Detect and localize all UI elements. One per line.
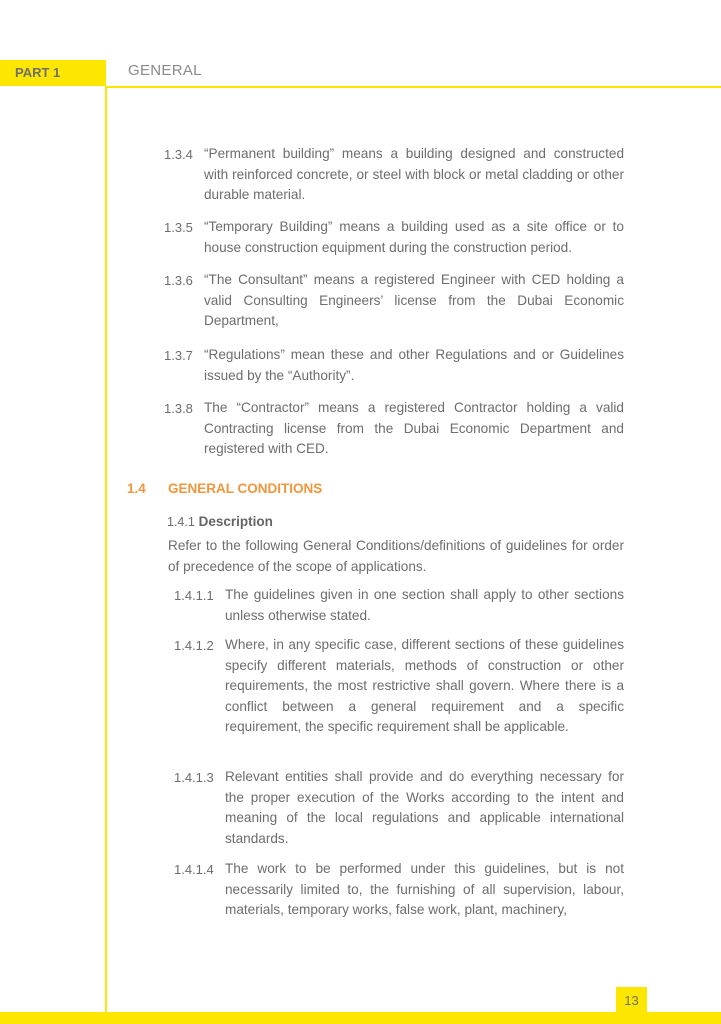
definition-number: 1.3.7 xyxy=(164,348,193,363)
definition-item xyxy=(164,398,624,460)
clause-number: 1.4.1.3 xyxy=(174,770,214,785)
section-number: 1.4 xyxy=(127,481,146,496)
clause-text: The work to be performed under this guidelines, but is not necessarily limited to, the furnishing of all supervision, labour, materials, temporary works, false work, plant, machinery, xyxy=(225,861,624,918)
subsection-heading xyxy=(167,514,273,529)
clause-item xyxy=(174,585,624,626)
page-number: 13 xyxy=(616,987,647,1013)
side-rule xyxy=(105,86,107,1016)
clause-number: 1.4.1.4 xyxy=(174,862,214,877)
definition-text: “Temporary Building” means a building used as a site office or to house construction equipment during the construction period. xyxy=(204,219,624,255)
definition-number: 1.3.5 xyxy=(164,220,193,235)
definition-item xyxy=(164,217,624,258)
definition-number: 1.3.8 xyxy=(164,401,193,416)
definition-number: 1.3.6 xyxy=(164,273,193,288)
part-tab xyxy=(0,60,106,86)
definition-text: “Permanent building” means a building designed and constructed with reinforced concrete, or steel with block or metal cladding or other durable material. xyxy=(204,146,624,203)
footer-band xyxy=(0,1012,721,1024)
clause-number: 1.4.1.1 xyxy=(174,588,214,603)
clause-text: Relevant entities shall provide and do everything necessary for the proper execution of the Works according to the intent and meaning of the local regulations and applicable international standards. xyxy=(225,769,624,846)
definition-text: “The Consultant” means a registered Engineer with CED holding a valid Consulting Engineers’ license from the Dubai Economic Department, xyxy=(204,272,624,329)
definition-item xyxy=(164,270,624,332)
definition-number: 1.3.4 xyxy=(164,147,193,162)
header-rule xyxy=(106,86,721,88)
subsection-number: 1.4.1 xyxy=(167,515,195,529)
section-title-text: GENERAL CONDITIONS xyxy=(168,481,323,496)
part-label: PART 1 xyxy=(15,65,61,80)
clause-item xyxy=(174,859,624,921)
section-heading xyxy=(127,481,323,496)
subsection-title: Description xyxy=(198,514,273,529)
clause-item xyxy=(174,635,624,738)
subsection-intro: Refer to the following General Conditions/definitions of guidelines for order of precedence of the scope of applications. xyxy=(168,538,624,574)
clause-item xyxy=(174,767,624,849)
definition-item xyxy=(164,144,624,206)
clause-text: Where, in any specific case, different sections of these guidelines specify different materials, methods of construction or other requirements, the most restrictive shall govern. Where there is a conflict between a general requirement and a specific requirement, the specific requirement shall be applicable. xyxy=(225,637,624,735)
definition-text: “Regulations” mean these and other Regulations and or Guidelines issued by the “Authority”. xyxy=(204,347,624,383)
definition-item xyxy=(164,345,624,386)
clause-number: 1.4.1.2 xyxy=(174,638,214,653)
section-title: GENERAL xyxy=(128,62,202,79)
definition-text: The “Contractor” means a registered Contractor holding a valid Contracting license from the Dubai Economic Department and registered with CED. xyxy=(204,400,624,457)
clause-text: The guidelines given in one section shall apply to other sections unless otherwise stated. xyxy=(225,587,624,623)
